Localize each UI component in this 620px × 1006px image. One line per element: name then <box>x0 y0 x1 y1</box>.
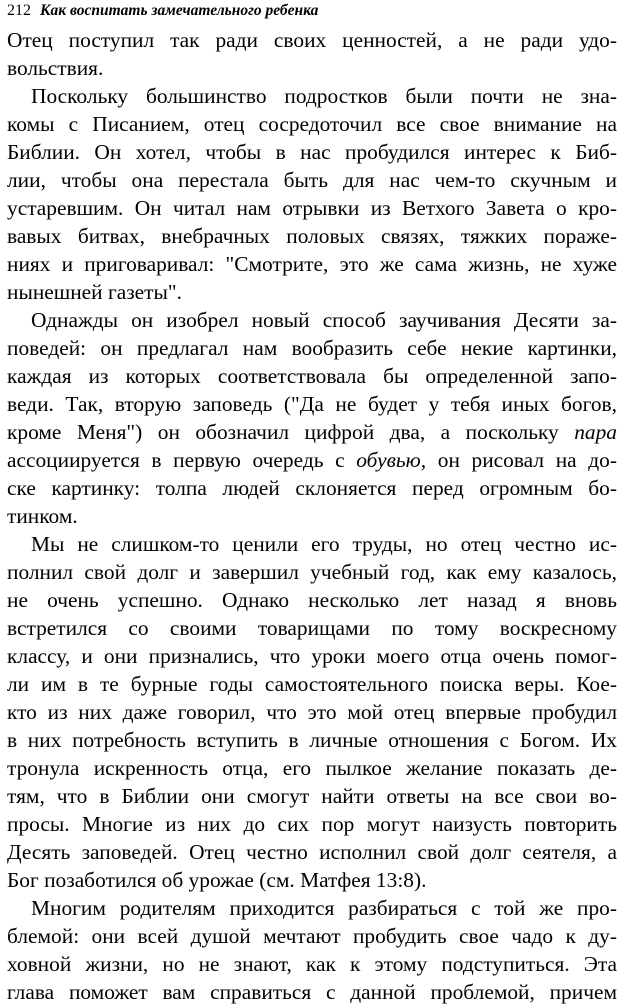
text-line: блемой: они всей душой мечтают пробудить свое чадо к ду- <box>7 924 617 948</box>
text-line: не очень успешно. Однако несколько лет назад я вновь <box>7 588 617 612</box>
text-line: полнил свой долг и завершил учебный год, как ему казалось, <box>7 560 617 584</box>
page-number: 212 <box>7 2 31 19</box>
italic-word: пара <box>574 420 617 444</box>
text-line: Библии. Он хотел, чтобы в нас пробудился интерес к Биб- <box>7 140 617 164</box>
text-segment: кроме Меня") он обозначил цифрой два, а поскольку <box>7 420 575 444</box>
body-text <box>7 26 617 1006</box>
text-line: ске картинку: толпа людей склоняется перед огромным бо- <box>7 476 617 500</box>
text-line: нынешней газеты". <box>7 280 182 304</box>
text-line: Отец поступил так ради своих ценностей, а не ради удо- <box>7 28 617 52</box>
text-line: ниях и приговаривал: "Смотрите, это же сама жизнь, не хуже <box>7 252 617 276</box>
text-line: просы. Многие из них до сих пор могут наизусть повторить <box>7 812 617 836</box>
text-line: встретился со своими товарищами по тому воскресному <box>7 616 617 640</box>
text-line: Мы не слишком-то ценили его труды, но отец честно ис- <box>31 532 617 556</box>
text-line <box>7 446 617 474</box>
text-line <box>7 418 617 446</box>
text-line: Однажды он изобрел новый способ заучивания Десяти за- <box>31 308 617 332</box>
text-line: тинком. <box>7 504 78 528</box>
text-line: глава поможет вам справиться с данной проблемой, причем <box>7 980 617 1004</box>
text-line: каждая из которых соответствовала бы определенной запо- <box>7 364 617 388</box>
text-line: вавых битвах, внебрачных половых связях, тяжких пораже- <box>7 224 617 248</box>
page-header <box>7 0 620 26</box>
text-line: в них потребность вступить в личные отношения с Богом. Их <box>7 728 617 752</box>
text-line: вольствия. <box>7 56 104 80</box>
text-line: поведей: он предлагал нам вообразить себе некие картинки, <box>7 336 617 360</box>
text-segment: он рисовал на до- <box>426 448 617 472</box>
text-line: Поскольку большинство подростков были почти не зна- <box>31 84 617 108</box>
text-line: комы с Писанием, отец сосредоточил все свое внимание на <box>7 112 617 136</box>
text-line: тронула искренность отца, его пылкое желание показать де- <box>7 756 617 780</box>
text-line: ховной жизни, но не знают, как к этому подступиться. Эта <box>7 952 617 976</box>
text-line: кто из них даже говорил, что это мой отец впервые пробудил <box>7 700 617 724</box>
text-line: устаревшим. Он читал нам отрывки из Ветхого Завета о кро- <box>7 196 617 220</box>
text-line: веди. Так, вторую заповедь ("Да не будет у тебя иных богов, <box>7 392 617 416</box>
running-title: Как воспитать замечательного ребенка <box>40 2 319 19</box>
text-line: классу, и они признались, что уроки моего отца очень помог- <box>7 644 617 668</box>
text-line: ли им в те бурные годы самостоятельного поиска веры. Кое- <box>7 672 617 696</box>
text-line: Бог позаботился об урожае (см. Матфея 13:8). <box>7 868 427 892</box>
text-line: Десять заповедей. Отец честно исполнил свой долг сеятеля, а <box>7 840 617 864</box>
text-segment: ассоциируется в первую очередь с <box>7 448 357 472</box>
text-line: Многим родителям приходится разбираться с той же про- <box>31 896 617 920</box>
italic-word: обувью, <box>356 448 427 472</box>
text-line: лии, чтобы она перестала быть для нас чем-то скучным и <box>7 168 617 192</box>
text-line: тям, что в Библии они смогут найти ответы на все свои во- <box>7 784 617 808</box>
